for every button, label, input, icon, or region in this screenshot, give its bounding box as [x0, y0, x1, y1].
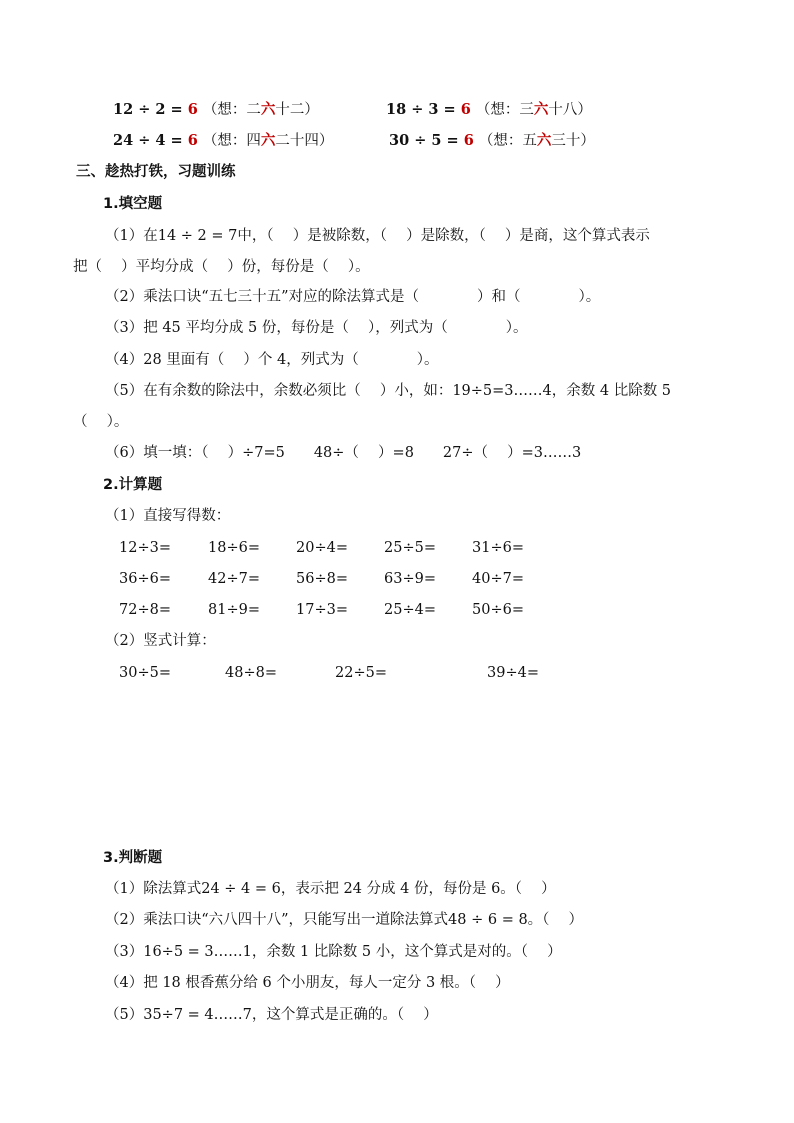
think-text: （想：五	[478, 133, 537, 149]
judge-item-2: （2）乘法口诀“六八四十八”，只能写出一道除法算式48 ÷ 6 = 8。（ ）	[105, 912, 584, 928]
calc-item: 56÷8=	[296, 571, 348, 587]
equation-answer: 6	[463, 132, 474, 149]
judge-item-3: （3）16÷5 = 3……1，余数 1 比除数 5 小，这个算式是对的。（ ）	[105, 944, 562, 960]
think-highlight: 六	[260, 132, 276, 149]
equation-text: 12 ÷ 2 =	[113, 101, 188, 118]
think-text: 二十四）	[275, 133, 334, 149]
fill-question-3: （3）把 45 平均分成 5 份，每份是（ ），列式为（ ）。	[105, 320, 528, 336]
fill-question-1-line2: 把（ ）平均分成（ ）份，每份是（ ）。	[73, 259, 370, 275]
think-highlight: 六	[536, 132, 552, 149]
calc-item: 17÷3=	[296, 602, 348, 618]
fill-question-1-line1: （1）在14 ÷ 2 = 7中，（ ）是被除数，（ ）是除数，（ ）是商，这个算式表示	[105, 228, 650, 244]
equation-text: 30 ÷ 5 =	[389, 132, 464, 149]
intro-equation-3	[113, 131, 333, 151]
fill-question-4: （4）28 里面有（ ）个 4，列式为（ ）。	[105, 352, 439, 368]
think-text: 十八）	[548, 102, 592, 118]
think-highlight: 六	[260, 101, 276, 118]
calc-item: 31÷6=	[472, 540, 524, 556]
calc-item: 42÷7=	[208, 571, 260, 587]
intro-equation-2	[386, 100, 592, 120]
fill-question-6: （6）填一填：（ ）÷7=5 48÷（ ）=8 27÷（ ）=3……3	[105, 445, 582, 461]
calc-item: 12÷3=	[119, 540, 171, 556]
calc-heading: 2.计算题	[103, 477, 163, 493]
calc-sub2: （2）竖式计算：	[105, 633, 216, 649]
think-highlight: 六	[533, 101, 549, 118]
vertical-calc-item: 39÷4=	[487, 665, 539, 681]
equation-text: 24 ÷ 4 =	[113, 132, 188, 149]
fill-heading: 1.填空题	[103, 196, 163, 212]
vertical-calc-item: 22÷5=	[335, 665, 387, 681]
equation-answer: 6	[187, 132, 198, 149]
judge-heading: 3.判断题	[103, 850, 163, 866]
fill-question-5-line1: （5）在有余数的除法中，余数必须比（ ）小，如：19÷5=3……4，余数 4 比除数 5	[105, 383, 672, 399]
section-title: 三、趁热打铁，习题训练	[76, 164, 236, 180]
calc-item: 18÷6=	[208, 540, 260, 556]
think-text: （想：二	[202, 102, 261, 118]
judge-item-5: （5）35÷7 = 4……7，这个算式是正确的。（ ）	[105, 1007, 438, 1023]
intro-equation-4	[389, 131, 595, 151]
calc-item: 63÷9=	[384, 571, 436, 587]
fill-question-5-line2: （ ）。	[73, 414, 129, 430]
judge-item-1: （1）除法算式24 ÷ 4 = 6，表示把 24 分成 4 份，每份是 6。（ ）	[105, 881, 556, 897]
calc-sub1: （1）直接写得数：	[105, 508, 231, 524]
equation-answer: 6	[460, 101, 471, 118]
calc-item: 50÷6=	[472, 602, 524, 618]
think-text: （想：四	[202, 133, 261, 149]
think-text: 三十）	[551, 133, 595, 149]
calc-item: 36÷6=	[119, 571, 171, 587]
equation-text: 18 ÷ 3 =	[386, 101, 461, 118]
fill-question-2: （2）乘法口诀“五七三十五”对应的除法算式是（ ）和（ ）。	[105, 289, 601, 305]
intro-equation-1	[113, 100, 319, 120]
calc-item: 20÷4=	[296, 540, 348, 556]
judge-item-4: （4）把 18 根香蕉分给 6 个小朋友，每人一定分 3 根。（ ）	[105, 975, 510, 991]
vertical-calc-item: 48÷8=	[225, 665, 277, 681]
calc-item: 25÷5=	[384, 540, 436, 556]
calc-item: 25÷4=	[384, 602, 436, 618]
calc-item: 81÷9=	[208, 602, 260, 618]
think-text: 十二）	[275, 102, 319, 118]
calc-item: 40÷7=	[472, 571, 524, 587]
equation-answer: 6	[187, 101, 198, 118]
vertical-calc-item: 30÷5=	[119, 665, 171, 681]
calc-item: 72÷8=	[119, 602, 171, 618]
think-text: （想：三	[475, 102, 534, 118]
